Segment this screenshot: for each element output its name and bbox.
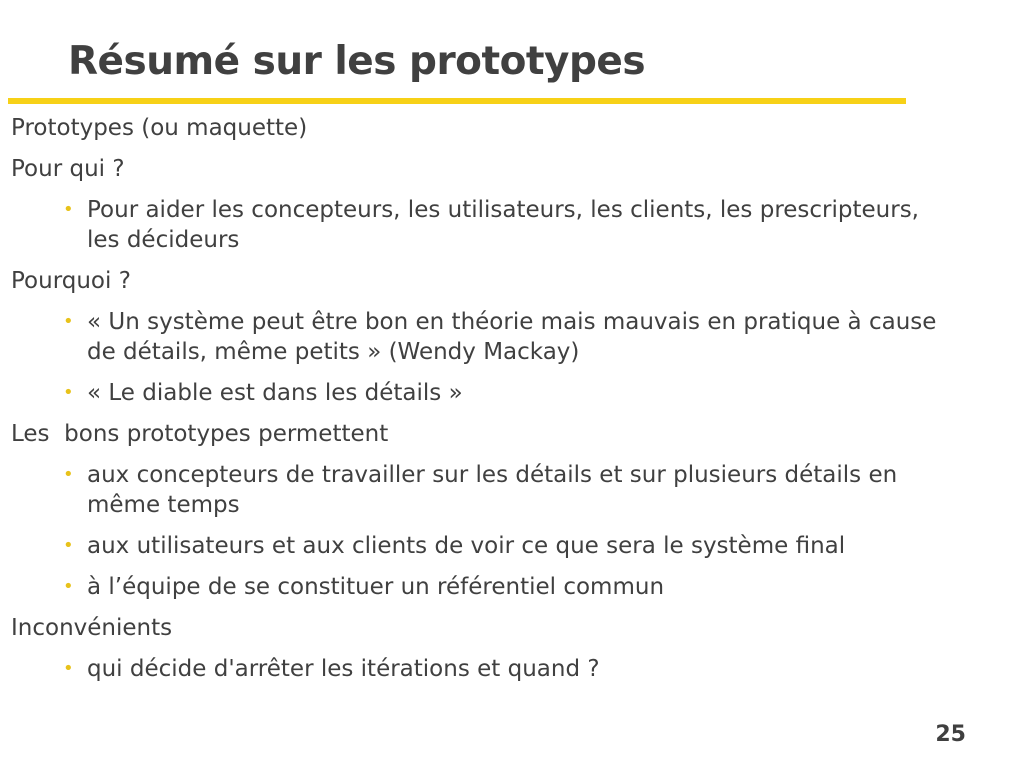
list-item-text: « Un système peut être bon en théorie mais mauvais en pratique à cause de détails, même petits » (Wendy Mackay): [87, 309, 937, 365]
list-item-text: à l’équipe de se constituer un référentiel commun: [87, 574, 665, 600]
heading-bons-prototypes: Les bons prototypes permettent: [11, 421, 389, 447]
bullet-dot-icon: •: [63, 658, 74, 679]
list-item: [11, 654, 947, 684]
list-item-text: aux utilisateurs et aux clients de voir ce que sera le système final: [87, 533, 846, 559]
heading-pourquoi: Pourquoi ?: [11, 268, 131, 294]
bullet-dot-icon: •: [63, 576, 74, 597]
bullet-dot-icon: •: [63, 199, 74, 220]
page-number: 25: [935, 722, 966, 747]
heading-inconvenients: Inconvénients: [11, 615, 173, 641]
list-item-text: aux concepteurs de travailler sur les détails et sur plusieurs détails en même temps: [87, 462, 898, 518]
list-item-text: Pour aider les concepteurs, les utilisateurs, les clients, les prescripteurs, les décideurs: [87, 197, 919, 253]
list-item: [11, 531, 947, 561]
list-item: [11, 307, 947, 367]
slide-body: [11, 113, 971, 695]
list-item: [11, 195, 947, 255]
title-underline: [8, 98, 906, 104]
list-item: [11, 460, 947, 520]
bullet-dot-icon: •: [63, 311, 74, 332]
list-item-text: « Le diable est dans les détails »: [87, 380, 463, 406]
slide-title: Résumé sur les prototypes: [68, 39, 646, 84]
bullet-dot-icon: •: [63, 535, 74, 556]
list-item-text: qui décide d'arrêter les itérations et quand ?: [87, 656, 600, 682]
bullet-dot-icon: •: [63, 464, 74, 485]
heading-prototypes: Prototypes (ou maquette): [11, 115, 308, 141]
list-item: [11, 572, 947, 602]
list-item: [11, 378, 947, 408]
heading-pour-qui: Pour qui ?: [11, 156, 125, 182]
bullet-dot-icon: •: [63, 382, 74, 403]
